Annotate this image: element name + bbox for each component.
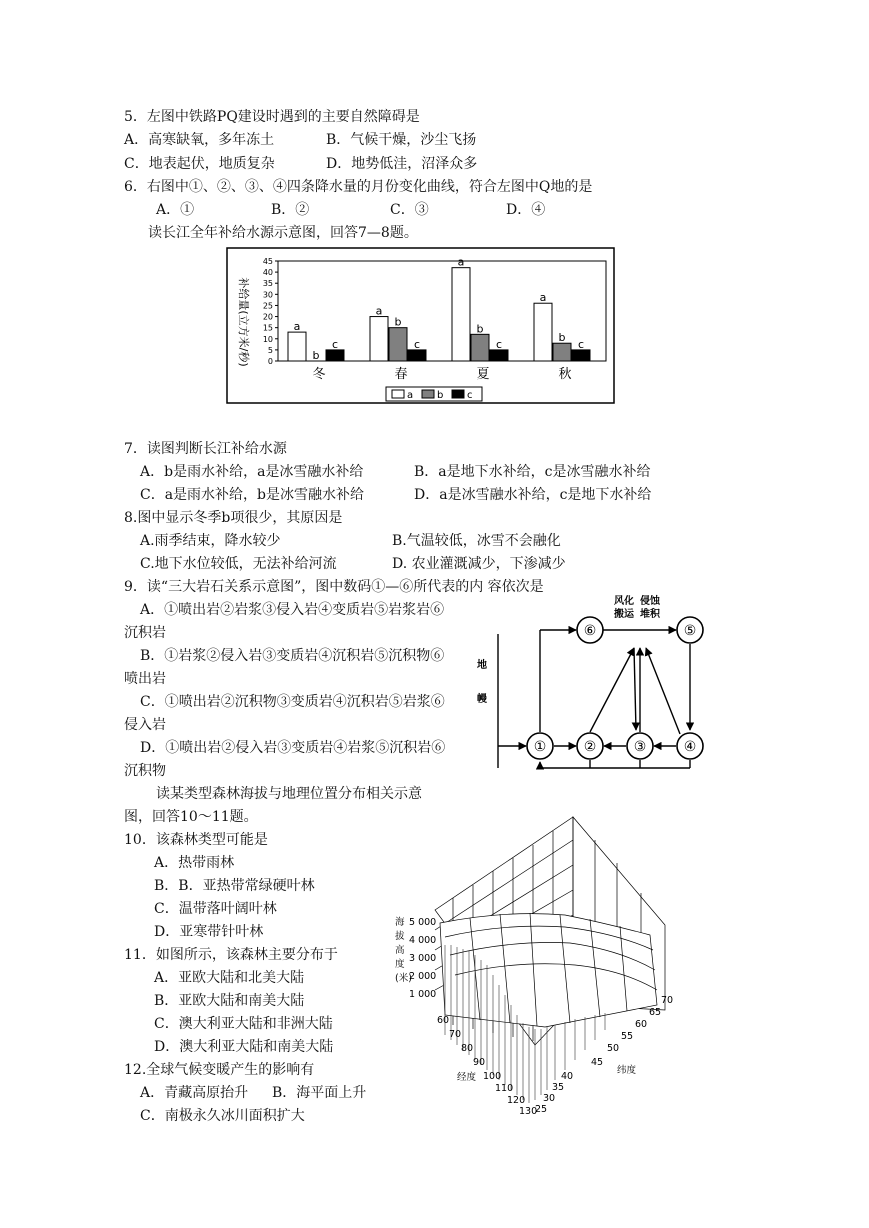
y-tick-label: 5 (267, 345, 273, 355)
bar-label-c: c (331, 337, 339, 351)
q10-option-d: D．亚寒带针叶林 (154, 924, 264, 940)
intro-10-11-b: 图，回答10～11题。 (124, 809, 258, 825)
q11-option-d: D．澳大利亚大陆和南美大陆 (154, 1039, 334, 1055)
y-tick-label: 20 (262, 312, 273, 322)
q11-option-b: B．亚欧大陆和南美大陆 (154, 993, 305, 1009)
label-weathering: 风化 (614, 596, 634, 607)
bar-label-c: c (577, 337, 585, 351)
q9-option-c-cont: 侵入岩 (124, 717, 166, 733)
bar-b (389, 328, 407, 361)
bar-label-b: b (558, 331, 566, 345)
q6-option-b: B．② (271, 202, 310, 218)
q9-option-c: C．①喷出岩②沉积物③变质岩④沉积岩⑤岩浆⑥ (140, 694, 445, 710)
zlabel-line2: 拔 (395, 931, 405, 942)
ztick-5000: 5 000 (409, 917, 437, 928)
bar-chart (226, 247, 616, 405)
q5-stem: 5．左图中铁路PQ建设时遇到的主要自然障碍是 (124, 109, 420, 125)
label-erosion: 侵蚀 (640, 596, 660, 607)
bar-c (408, 350, 426, 361)
q12-stem: 12.全球气候变暖产生的影响有 (124, 1062, 315, 1078)
ytick-55: 55 (621, 1031, 634, 1042)
bar-label-c: c (413, 337, 421, 351)
node-1: ① (533, 739, 547, 755)
y-tick-label: 45 (262, 257, 273, 266)
q9-option-a-cont: 沉积岩 (124, 625, 166, 641)
legend-swatch-a (392, 390, 404, 398)
bar-label-a: a (293, 320, 301, 334)
q8-option-a: A.雨季结束，降水较少 (140, 533, 281, 549)
q12-option-b: B．海平面上升 (272, 1085, 367, 1101)
intro-10-11-a: 读某类型森林海拔与地理位置分布相关示意 (156, 786, 422, 802)
q8-option-c: C.地下水位较低，无法补给河流 (140, 556, 337, 572)
q9-option-a: A．①喷出岩②岩浆③侵入岩④变质岩⑤岩浆岩⑥ (140, 602, 445, 618)
q5-option-a: A．高寒缺氧，多年冻土 (124, 132, 275, 148)
q7-option-c: C．a是雨水补给，b是冰雪融水补给 (140, 487, 365, 503)
y-tick-label: 40 (262, 268, 273, 278)
zlabel-line1: 海 (395, 917, 405, 928)
zlabel-line4: 度 (395, 959, 405, 970)
xtick-70: 70 (449, 1029, 462, 1040)
y-tick-label: 0 (267, 357, 273, 366)
q9-option-b: B．①岩浆②侵入岩③变质岩④沉积岩⑤沉积物⑥ (140, 648, 445, 664)
q10-option-b: B．B．亚热带常绿硬叶林 (154, 878, 315, 894)
q7-option-a: A．b是雨水补给，a是冰雪融水补给 (140, 464, 364, 480)
ylabel: 纬度 (617, 1065, 637, 1076)
category-label: 夏 (476, 367, 490, 382)
label-mantle-2: 幔 (477, 694, 487, 705)
forest-distribution-chart (395, 815, 685, 1115)
xtick-80: 80 (461, 1043, 474, 1054)
node-6: ⑥ (583, 623, 597, 639)
ztick-1000: 1 000 (409, 989, 437, 1000)
bar-label-a: a (539, 291, 547, 305)
q6-option-d: D．④ (506, 202, 546, 218)
ytick-60: 60 (635, 1019, 648, 1030)
ytick-50: 50 (607, 1043, 620, 1054)
y-tick-label: 10 (262, 334, 273, 344)
bar-label-c: c (495, 337, 503, 351)
q10-option-c: C．温带落叶阔叶林 (154, 901, 277, 917)
zlabel-line3: 高 (395, 945, 405, 956)
rock-cycle-diagram (470, 590, 720, 790)
bar-label-a: a (457, 255, 465, 269)
q8-option-d: D. 农业灌溉减少，下渗减少 (392, 556, 566, 572)
q6-option-a: A．① (156, 202, 195, 218)
q9-option-b-cont: 喷出岩 (124, 671, 166, 687)
y-tick-label: 30 (262, 290, 273, 300)
intro-7-8: 读长江全年补给水源示意图，回答7—8题。 (148, 225, 418, 241)
ztick-2000: 2 000 (409, 971, 437, 982)
chart-ylabel: 补给量(立方米/秒) (237, 277, 250, 367)
q10-option-a: A．热带雨林 (154, 855, 235, 871)
node-5: ⑤ (683, 623, 697, 639)
xlabel: 经度 (457, 1072, 477, 1083)
bar-a (452, 268, 470, 361)
q7-option-d: D．a是冰雪融水补给，c是地下水补给 (414, 487, 652, 503)
q11-option-c: C．澳大利亚大陆和非洲大陆 (154, 1016, 333, 1032)
bar-b (471, 334, 489, 361)
category-label: 秋 (558, 367, 572, 382)
y-tick-label: 15 (262, 323, 273, 333)
xtick-130: 130 (519, 1106, 538, 1115)
legend-swatch-b (422, 390, 434, 398)
q8-option-b: B.气温较低，冰雪不会融化 (392, 533, 561, 549)
bar-label-b: b (394, 315, 402, 329)
q10-stem: 10．该森林类型可能是 (124, 832, 268, 848)
ytick-25: 25 (535, 1104, 548, 1115)
label-transport: 搬运 (614, 609, 634, 620)
bar-label-b: b (476, 322, 484, 336)
ytick-45: 45 (591, 1057, 604, 1068)
bar-a (288, 332, 306, 361)
bar-label-b: b (312, 349, 320, 362)
ytick-65: 65 (649, 1007, 662, 1018)
ytick-35: 35 (552, 1082, 565, 1093)
q12-option-a: A．青藏高原抬升 (140, 1085, 249, 1101)
q9-stem: 9．读“三大岩石关系示意图”，图中数码①—⑥所代表的内 容依次是 (124, 579, 544, 595)
category-label: 冬 (312, 367, 326, 382)
label-deposition: 堆积 (640, 609, 660, 620)
y-tick-label: 25 (262, 301, 273, 311)
ytick-40: 40 (561, 1071, 574, 1082)
y-tick-label: 35 (262, 279, 273, 289)
q7-stem: 7．读图判断长江补给水源 (124, 441, 287, 457)
q5-option-b: B．气候干燥，沙尘飞扬 (326, 132, 477, 148)
q9-option-d-cont: 沉积物 (124, 763, 166, 779)
xtick-110: 110 (495, 1083, 514, 1094)
ztick-3000: 3 000 (409, 953, 437, 964)
category-label: 春 (394, 367, 408, 382)
node-2: ② (583, 739, 597, 755)
legend-label-c: c (467, 390, 473, 401)
ytick-30: 30 (543, 1093, 556, 1104)
xtick-60: 60 (437, 1015, 450, 1026)
legend-label-b: b (437, 390, 444, 401)
xtick-120: 120 (507, 1095, 526, 1106)
q5-option-d: D．地势低洼，沼泽众多 (326, 156, 478, 172)
bar-a (370, 317, 388, 361)
chart-frame (227, 248, 614, 403)
bar-label-a: a (375, 304, 383, 318)
xtick-90: 90 (473, 1057, 486, 1068)
bar-a (534, 303, 552, 361)
node-4: ④ (683, 739, 697, 755)
bar-c (572, 350, 590, 361)
ztick-4000: 4 000 (409, 935, 437, 946)
q11-stem: 11．如图所示，该森林主要分布于 (124, 947, 338, 963)
q11-option-a: A．亚欧大陆和北美大陆 (154, 970, 305, 986)
q7-option-b: B．a是地下水补给，c是冰雪融水补给 (414, 464, 651, 480)
xtick-100: 100 (483, 1071, 502, 1082)
q6-stem: 6．右图中①、②、③、④四条降水量的月份变化曲线，符合左图中Q地的是 (124, 179, 593, 195)
label-mantle-1: 地 (477, 660, 487, 671)
q6-option-c: C．③ (390, 202, 429, 218)
q8-stem: 8.图中显示冬季b项很少，其原因是 (124, 510, 343, 526)
bar-b (553, 343, 571, 361)
legend-swatch-c (452, 390, 464, 398)
node-3: ③ (633, 739, 647, 755)
bar-c (326, 350, 344, 361)
bar-c (490, 350, 508, 361)
q5-option-c: C．地表起伏，地质复杂 (124, 156, 275, 172)
ytick-70: 70 (661, 995, 674, 1006)
zlabel-line5: (米) (395, 973, 412, 984)
q12-option-c: C．南极永久冰川面积扩大 (140, 1108, 305, 1124)
legend-label-a: a (407, 390, 414, 401)
q9-option-d: D．①喷出岩②侵入岩③变质岩④岩浆⑤沉积岩⑥ (140, 740, 446, 756)
